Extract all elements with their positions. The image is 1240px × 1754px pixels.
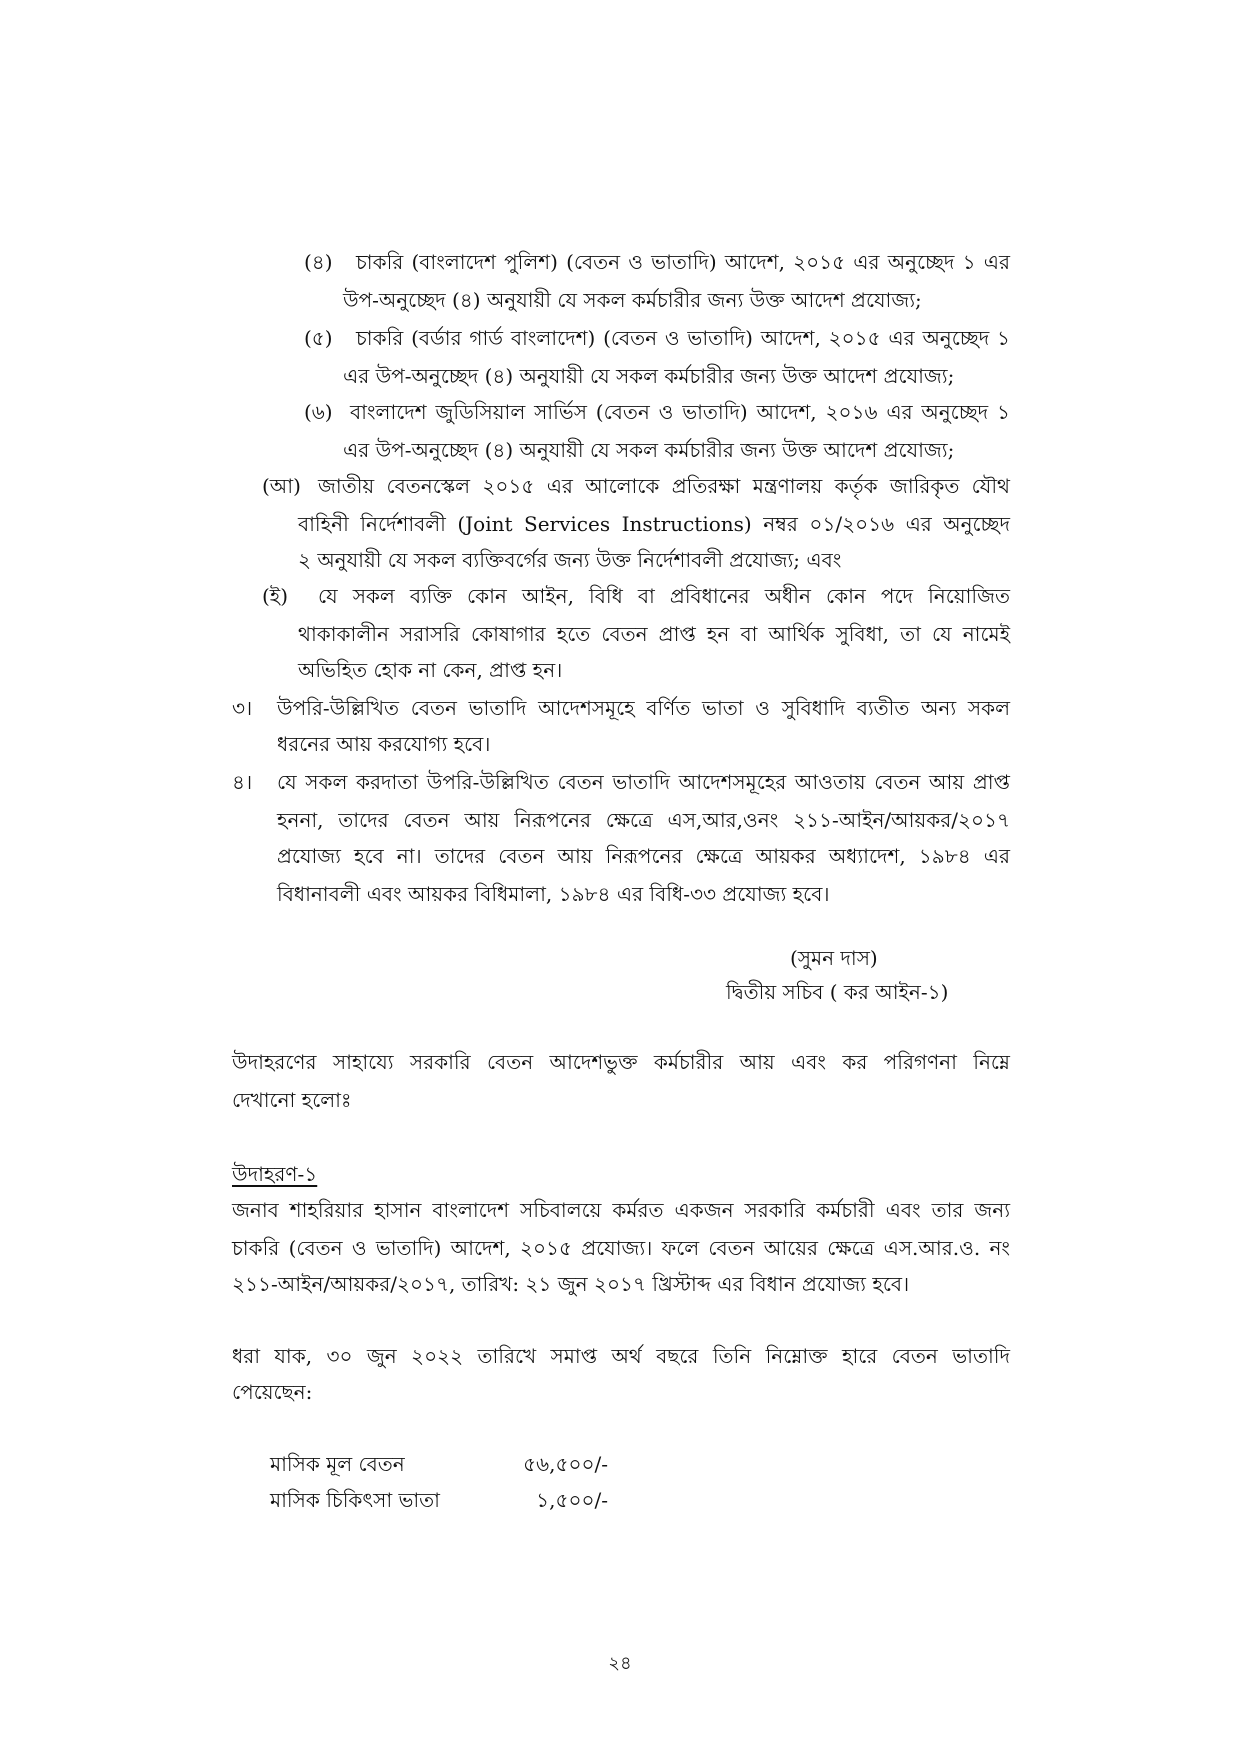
example-heading: উদাহরণ-১ (232, 1162, 318, 1186)
para-4-line-2: হননা, তাদের বেতন আয় নিরূপনের ক্ষেত্রে এস,আর,ওনং ২১১-আইন/আয়কর/২০১৭ (277, 808, 1010, 832)
item-e-label: (ই) (262, 584, 289, 608)
item-4-line-2: উপ-অনুচ্ছেদ (৪) অনুযায়ী যে সকল কর্মচারীর জন্য উক্ত আদেশ প্রযোজ্য; (343, 288, 922, 312)
item-e-line-3: অভিহিত হোক না কেন, প্রাপ্ত হন। (298, 658, 563, 682)
intro-line-2: দেখানো হলোঃ (232, 1088, 352, 1112)
intro-line-1: উদাহরণের সাহায্যে সরকারি বেতন আদেশভুক্ত কর্মচারীর আয় এবং কর পরিগণনা নিম্নে (232, 1050, 1010, 1074)
item-4-label: (৪) (304, 250, 333, 274)
example-para1-line-1: জনাব শাহরিয়ার হাসান বাংলাদেশ সচিবালয়ে কর্মরত একজন সরকারি কর্মচারী এবং তার জন্য (232, 1198, 1010, 1222)
para-4-line-3: প্রযোজ্য হবে না। তাদের বেতন আয় নিরূপনের ক্ষেত্রে আয়কর অধ্যাদেশ, ১৯৮৪ এর (277, 844, 1010, 868)
item-e-line-1: যে সকল ব্যক্তি কোন আইন, বিধি বা প্রবিধানের অধীন কোন পদে নিয়োজিত (318, 584, 1010, 608)
para-3-line-1: উপরি-উল্লিখিত বেতন ভাতাদি আদেশসমূহে বর্ণিত ভাতা ও সুবিধাদি ব্যতীত অন্য সকল (277, 696, 1010, 720)
item-6-line-2: এর উপ-অনুচ্ছেদ (৪) অনুযায়ী যে সকল কর্মচারীর জন্য উক্ত আদেশ প্রযোজ্য; (343, 438, 955, 462)
item-5-label: (৫) (304, 326, 333, 350)
example-para1-line-2: চাকরি (বেতন ও ভাতাদি) আদেশ, ২০১৫ প্রযোজ্য। ফলে বেতন আয়ের ক্ষেত্রে এস.আর.ও. নং (232, 1236, 1010, 1260)
item-5-line-1: চাকরি (বর্ডার গার্ড বাংলাদেশ) (বেতন ও ভাতাদি) আদেশ, ২০১৫ এর অনুচ্ছেদ ১ (356, 326, 1010, 350)
para-3-line-2: ধরনের আয় করযোগ্য হবে। (277, 732, 491, 756)
item-aa-line-1: জাতীয় বেতনস্কেল ২০১৫ এর আলোকে প্রতিরক্ষা মন্ত্রণালয় কর্তৃক জারিকৃত যৌথ (318, 474, 1010, 498)
item-6-label: (৬) (304, 400, 333, 424)
example-para1-line-3: ২১১-আইন/আয়কর/২০১৭, তারিখ: ২১ জুন ২০১৭ খ্রিস্টাব্দ এর বিধান প্রযোজ্য হবে। (232, 1272, 910, 1296)
item-6-line-1: বাংলাদেশ জুডিসিয়াল সার্ভিস (বেতন ও ভাতাদি) আদেশ, ২০১৬ এর অনুচ্ছেদ ১ (350, 400, 1010, 424)
example-para2-line-2: পেয়েছেন: (232, 1380, 313, 1404)
salary-basic-label: মাসিক মূল বেতন (270, 1452, 405, 1476)
salary-basic-amount: ৫৬,৫০০/- (523, 1452, 608, 1476)
item-aa-label: (আ) (262, 474, 301, 498)
item-5-line-2: এর উপ-অনুচ্ছেদ (৪) অনুযায়ী যে সকল কর্মচারীর জন্য উক্ত আদেশ প্রযোজ্য; (343, 364, 955, 388)
item-aa-line-2: বাহিনী নির্দেশাবলী (Joint Services Instructions) নম্বর ০১/২০১৬ এর অনুচ্ছেদ (298, 512, 1010, 536)
salary-medical-label: মাসিক চিকিৎসা ভাতা (270, 1488, 440, 1512)
item-e-line-2: থাকাকালীন সরাসরি কোষাগার হতে বেতন প্রাপ্ত হন বা আর্থিক সুবিধা, তা যে নামেই (298, 622, 1010, 646)
salary-medical-amount: ১,৫০০/- (536, 1488, 608, 1512)
item-4-line-1: চাকরি (বাংলাদেশ পুলিশ) (বেতন ও ভাতাদি) আদেশ, ২০১৫ এর অনুচ্ছেদ ১ এর (356, 250, 1010, 274)
para-3-label: ৩। (232, 696, 253, 720)
example-para2-line-1: ধরা যাক, ৩০ জুন ২০২২ তারিখে সমাপ্ত অর্থ বছরে তিনি নিম্নোক্ত হারে বেতন ভাতাদি (232, 1344, 1010, 1368)
item-aa-line-3: ২ অনুযায়ী যে সকল ব্যক্তিবর্গের জন্য উক্ত নির্দেশাবলী প্রযোজ্য; এবং (298, 548, 842, 572)
para-4-line-4: বিধানাবলী এবং আয়কর বিধিমালা, ১৯৮৪ এর বিধি-৩৩ প্রযোজ্য হবে। (277, 882, 830, 906)
signatory-designation: দ্বিতীয় সচিব ( কর আইন-১) (726, 980, 949, 1004)
para-4-label: ৪। (232, 770, 253, 794)
page-number: ২৪ (608, 1653, 632, 1674)
para-4-line-1: যে সকল করদাতা উপরি-উল্লিখিত বেতন ভাতাদি আদেশসমূহের আওতায় বেতন আয় প্রাপ্ত (277, 770, 1010, 794)
signatory-name: (সুমন দাস) (790, 946, 878, 970)
